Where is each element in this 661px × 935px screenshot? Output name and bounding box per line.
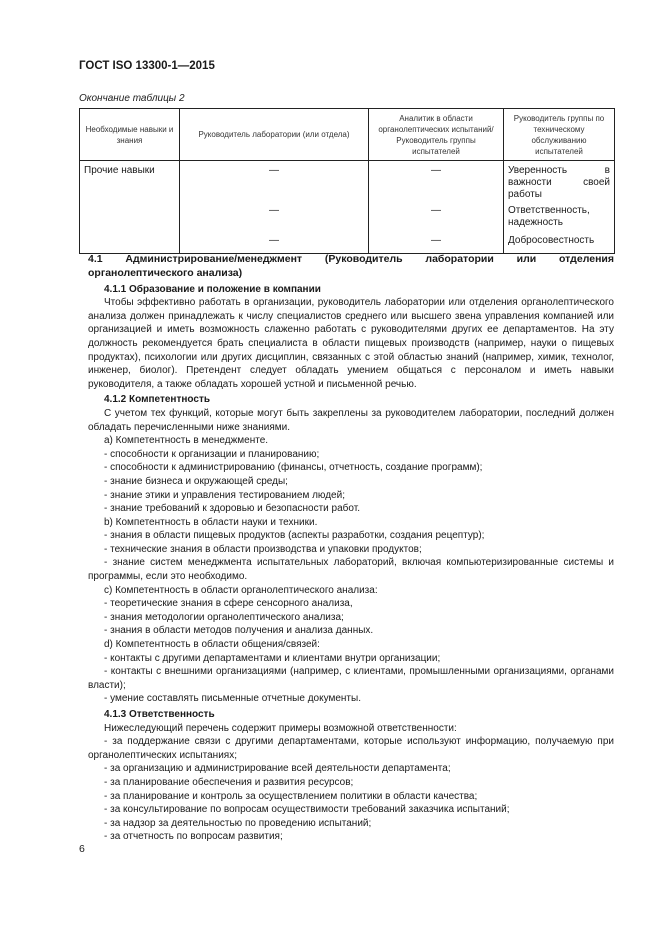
table-cell: Ответственность, надежность — [504, 203, 615, 233]
section-heading: 4.1 Администрирование/менеджмент (Руководитель лаборатории или отделения органолептического анализа) — [88, 253, 614, 279]
list-item: - за консультирование по вопросам осуществимости требований заказчика испытаний; — [104, 804, 510, 816]
table-header-row — [80, 109, 615, 161]
column-header-service-head: Руководитель группы по техническому обслуживанию испытателей — [504, 109, 615, 161]
table-caption: Окончание таблицы 2 — [79, 93, 185, 104]
table-cell: — — [180, 203, 369, 233]
list-item: - контакты с внешними организациями (например, с клиентами, промышленными организациями, органами власти); — [88, 666, 614, 691]
table-cell — [80, 203, 180, 233]
list-heading: a) Компетентность в менеджменте. — [104, 435, 269, 447]
list-item: - способности к организации и планированию; — [104, 448, 320, 460]
subsection-heading-4-1-3: 4.1.3 Ответственность — [104, 709, 215, 720]
paragraph: Чтобы эффективно работать в организации, руководитель лаборатории или отделения органолептического анализа должен принадлежать к числу специалистов среднего или высшего звена управления компанией или организацией и иметь возможность слаженно работать с руководителями других ее департаментов. На эту должность рекомендуется брать специалиста в области пищевых производств (например, науки о пищевых продуктах), психологии или других дисциплин, связанных с этой областью знаний (например, химик, технолог, инженер, биолог). Претендент следует обладать умением общаться с персоналом и иметь навыки руководителя, а также обладать хорошей устной и письменной речью. — [88, 297, 614, 390]
list-item: - знание бизнеса и окружающей среды; — [104, 475, 288, 487]
paragraph: Нижеследующий перечень содержит примеры возможной ответственности: — [104, 722, 457, 734]
main-text — [88, 253, 614, 844]
list-item: - знание систем менеджмента испытательных лабораторий, включая компьютеризированные системы и программы, если это необходимо. — [88, 557, 614, 583]
table-row — [80, 233, 615, 253]
subsection-heading-4-1-1: 4.1.1 Образование и положение в компании — [104, 283, 321, 295]
list-heading: b) Компетентность в области науки и техники. — [104, 516, 318, 528]
table-cell: — — [180, 233, 369, 253]
list-item: - за планирование и контроль за осуществлением политики в области качества; — [104, 790, 478, 802]
table-cell: — — [369, 233, 504, 253]
table-row — [80, 161, 615, 204]
list-item: - способности к администрированию (финансы, отчетность, создание программ); — [104, 462, 483, 474]
column-header-skills: Необходимые навыки и знания — [80, 109, 180, 161]
list-item: - знание требований к здоровью и безопасности работ. — [104, 503, 360, 515]
subsection-heading-4-1-2: 4.1.2 Компетентность — [104, 394, 210, 406]
table-cell: — — [180, 161, 369, 204]
list-heading: d) Компетентность в области общения/связей: — [104, 639, 320, 651]
list-item: - знания методологии органолептического анализа; — [104, 611, 344, 623]
list-item: - теоретические знания в сфере сенсорного анализа, — [104, 598, 353, 610]
list-item: - знание этики и управления тестированием людей; — [104, 489, 345, 501]
table-cell: Прочие навыки — [80, 161, 180, 204]
list-item: - контакты с другими департаментами и клиентами внутри организации; — [104, 652, 441, 664]
table-cell — [80, 233, 180, 253]
list-item: - за отчетность по вопросам развития; — [104, 831, 283, 843]
table-cell: Уверенность в важности своей работы — [504, 161, 615, 204]
list-item: - за поддержание связи с другими департаментами, которые используют информацию, получаемую при органолептических испытаниях; — [88, 736, 614, 761]
table-cell: Добросовестность — [504, 233, 615, 253]
list-item: - технические знания в области производства и упаковки продуктов; — [104, 543, 422, 555]
table-cell: — — [369, 161, 504, 204]
list-item: - за планирование обеспечения и развития ресурсов; — [104, 776, 354, 788]
list-item: - умение составлять письменные отчетные документы. — [104, 693, 361, 705]
document-id: ГОСТ ISO 13300-1—2015 — [79, 60, 215, 72]
list-item: - знания в области методов получения и анализа данных. — [104, 625, 374, 637]
list-item: - знания в области пищевых продуктов (аспекты разработки, создания рецептур); — [104, 530, 485, 542]
list-item: - за организацию и администрирование всей деятельности департамента; — [104, 763, 451, 775]
list-item: - за надзор за деятельностью по проведению испытаний; — [104, 817, 372, 829]
column-header-lab-head: Руководитель лаборатории (или отдела) — [180, 109, 369, 161]
paragraph: С учетом тех функций, которые могут быть закреплены за руководителем лаборатории, последний должен обладать перечисленными ниже знаниями. — [88, 407, 614, 433]
table-cell: — — [369, 203, 504, 233]
column-header-analyst: Аналитик в области органолептических испытаний/ Руководитель группы испытателей — [369, 109, 504, 161]
page-number: 6 — [79, 843, 85, 855]
table-row — [80, 203, 615, 233]
list-heading: c) Компетентность в области органолептического анализа: — [104, 584, 378, 596]
skills-table — [79, 108, 615, 254]
